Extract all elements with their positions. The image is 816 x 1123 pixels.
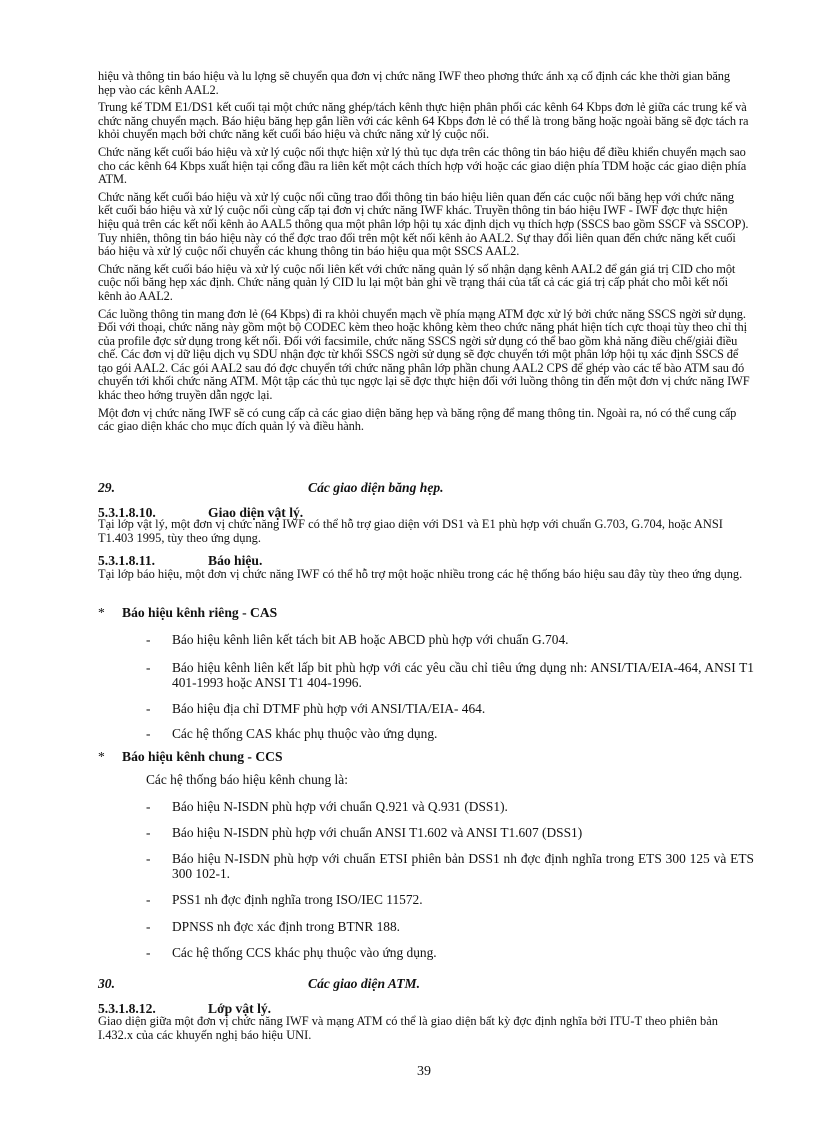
section-29-number: 29. <box>98 480 115 495</box>
paragraph: Chức năng kết cuối báo hiệu và xử lý cuộc nối liên kết với chức năng quản lý số nhận dạng kênh AAL2 để gán giá trị CID cho một cuộc nối băng hẹp xác định. Chức năng quản lý CID lu lại một bản ghi về trạng thái của tất cả các giá trị cấp phát cho mỗi kết nối kênh ảo AAL2. <box>98 261 736 303</box>
dash-marker: - <box>146 825 151 840</box>
list-item: - Báo hiệu kênh liên kết tách bit AB hoặc ABCD phù hợp với chuẩn G.704. <box>146 632 569 647</box>
subsection-title: Báo hiệu. <box>208 553 263 568</box>
star-marker: * <box>98 605 105 620</box>
paragraph: hiệu và thông tin báo hiệu và lu lợng sẽ chuyển qua đơn vị chức năng IWF theo phơng thức ánh xạ cố định các khe thời gian băng hẹp vào các kênh AAL2. <box>98 69 730 97</box>
paragraph: Chức năng kết cuối báo hiệu và xử lý cuộc nối cũng trao đổi thông tin báo hiệu liên quan đến các cuộc nối băng hẹp với chức năng kết cuối báo hiệu và xử lý cuộc nối cùng cấp tại đơn vị chức năng IWF khác. Truyền thông tin báo hiệu IWF - IWF đợc thực hiện hiệu quả trên các kết nối kênh ảo AAL5 thông qua một phân lớp hội tụ xác định dịch vụ thích hợp (SSCS bao gồm SSCF và SSCOP). Tuy nhiên, thông tin báo hiệu này có thể đợc trao đổi trên một kết nối kênh ảo AAL2. Sự thay đổi liên quan đến chức năng kết cuối báo hiệu và xử lý cuộc nối chuyển các khung thông tin báo hiệu qua một SSCS AAL2. <box>98 189 749 259</box>
dash-marker: - <box>146 701 151 716</box>
subsection-title: Giao diện vật lý. <box>208 505 304 520</box>
paragraph: Giao diện giữa một đơn vị chức năng IWF và mạng ATM có thể là giao diện bất kỳ đợc định nghĩa bởi ITU-T theo phiên bản I.432.x của các khuyến nghị báo hiệu UNI. <box>98 1014 718 1042</box>
cas-heading <box>98 605 277 621</box>
dash-marker: - <box>146 919 151 934</box>
list-item: - Báo hiệu N-ISDN phù hợp với chuẩn ANSI T1.602 và ANSI T1.607 (DSS1) <box>146 825 583 840</box>
page-number: 39 <box>417 1064 431 1079</box>
body-text-top <box>98 70 750 438</box>
ccs-intro: Các hệ thống báo hiệu kênh chung là: <box>146 772 348 787</box>
dash-marker: - <box>146 892 151 907</box>
paragraph: Trung kế TDM E1/DS1 kết cuối tại một chức năng ghép/tách kênh thực hiện phân phối các kênh 64 Kbps đơn lẻ giữa các trung kế và chức năng chuyển mạch. Báo hiệu băng hẹp gắn liền với các kênh 64 Kbps đơn lẻ có thể là trong băng hoặc ngoài băng sẽ đợc tách ra khỏi chuyển mạch bởi chức năng kết cuối báo hiệu và chức năng xử lý cuộc nối. <box>98 100 749 142</box>
subsection-11-text <box>98 568 750 582</box>
subsection-title: Lớp vật lý. <box>208 1001 272 1016</box>
subsection-12-text <box>98 1015 750 1042</box>
section-30-title: Các giao diện ATM. <box>308 976 421 991</box>
dash-marker: - <box>146 726 151 741</box>
ccs-title: Báo hiệu kênh chung - CCS <box>122 749 283 764</box>
paragraph: Một đơn vị chức năng IWF sẽ có cung cấp cả các giao diện băng hẹp và băng rộng để mang thông tin. Ngoài ra, nó có thể cung cấp các giao diện khác cho mục đích quản lý và điều hành. <box>98 405 737 434</box>
dash-marker: - <box>146 799 151 814</box>
paragraph: Các luồng thông tin mang đơn lẻ (64 Kbps) đi ra khỏi chuyển mạch về phía mạng ATM đợc xử lý bởi chức năng SSCS ngời sử dụng. Đối với thoại, chức năng này gồm một bộ CODEC kèm theo hoặc không kèm theo chức năng phát hiện tích cực thoại tùy theo chỉ thị của profile đợc sử dụng trong kết nối. Đối với facsimile, chức năng SSCS ngời sử dụng có thể bao gồm khả năng điều chế/giải điều chế. Các đơn vị dữ liệu dịch vụ SDU nhận đợc từ khối SSCS ngời sử dụng sẽ đợc chuyển tới một phân lớp hội tụ xác định SSCS để tạo gói AAL2. Các gói AAL2 sau đó đợc chuyển tới chức năng phân lớp phần chung AAL2 CPS để ghép vào các tế bào ATM sau đó chuyển tới khối chức năng ATM. Một tập các thủ tục ngợc lại sẽ đợc thực hiện đối với luồng thông tin đến một đơn vị chức năng IWF khác theo hớng truyền dẫn ngợc lại. <box>98 306 750 403</box>
subsection-number: 5.3.1.8.12. <box>98 1001 156 1016</box>
paragraph: Tại lớp báo hiệu, một đơn vị chức năng IWF có thể hỗ trợ một hoặc nhiều trong các hệ thống báo hiệu sau đây tùy theo ứng dụng. <box>98 567 743 581</box>
section-29-title: Các giao diện băng hẹp. <box>308 480 444 495</box>
list-item: - Báo hiệu N-ISDN phù hợp với chuẩn ETSI phiên bản DSS1 nh đợc định nghĩa trong ETS 300 125 và ETS 300 102-1. <box>146 851 754 881</box>
subsection-number: 5.3.1.8.10. <box>98 505 156 520</box>
dash-marker: - <box>146 945 151 960</box>
dash-marker: - <box>146 660 151 675</box>
list-item: - Các hệ thống CCS khác phụ thuộc vào ứng dụng. <box>146 945 437 960</box>
subsection-number: 5.3.1.8.11. <box>98 553 156 568</box>
list-item: - Các hệ thống CAS khác phụ thuộc vào ứng dụng. <box>146 726 438 741</box>
list-item: - Báo hiệu kênh liên kết lấp bit phù hợp với các yêu cầu chỉ tiêu ứng dụng nh: ANSI/TIA/EIA-464, ANSI T1 401-1993 hoặc ANSI T1 404-1996. <box>146 660 754 690</box>
list-item: - Báo hiệu N-ISDN phù hợp với chuẩn Q.921 và Q.931 (DSS1). <box>146 799 508 814</box>
cas-title: Báo hiệu kênh riêng - CAS <box>122 605 278 620</box>
list-item: - Báo hiệu địa chỉ DTMF phù hợp với ANSI/TIA/EIA- 464. <box>146 701 486 716</box>
list-item: - DPNSS nh đợc xác định trong BTNR 188. <box>146 919 401 934</box>
star-marker: * <box>98 749 105 764</box>
section-30-number: 30. <box>98 976 115 991</box>
dash-marker: - <box>146 632 151 647</box>
paragraph: Tại lớp vật lý, một đơn vị chức năng IWF có thể hỗ trợ giao diện với DS1 và E1 phù hợp với chuẩn G.703, G.704, hoặc ANSI T1.403 1995, tùy theo ứng dụng. <box>98 517 723 545</box>
paragraph: Chức năng kết cuối báo hiệu và xử lý cuộc nối thực hiện xử lý thủ tục dựa trên các thông tin báo hiệu để điều khiển chuyển mạch sao cho các kênh 64 Kbps xuất hiện tại cổng đầu ra liên kết một cách thích hợp với hoặc các giao diện phía TDM hoặc các giao diện phía ATM. <box>98 144 747 187</box>
subsection-10-text <box>98 518 750 545</box>
list-item: - PSS1 nh đợc định nghĩa trong ISO/IEC 11572. <box>146 892 423 907</box>
ccs-heading <box>98 749 283 765</box>
dash-marker: - <box>146 851 151 866</box>
